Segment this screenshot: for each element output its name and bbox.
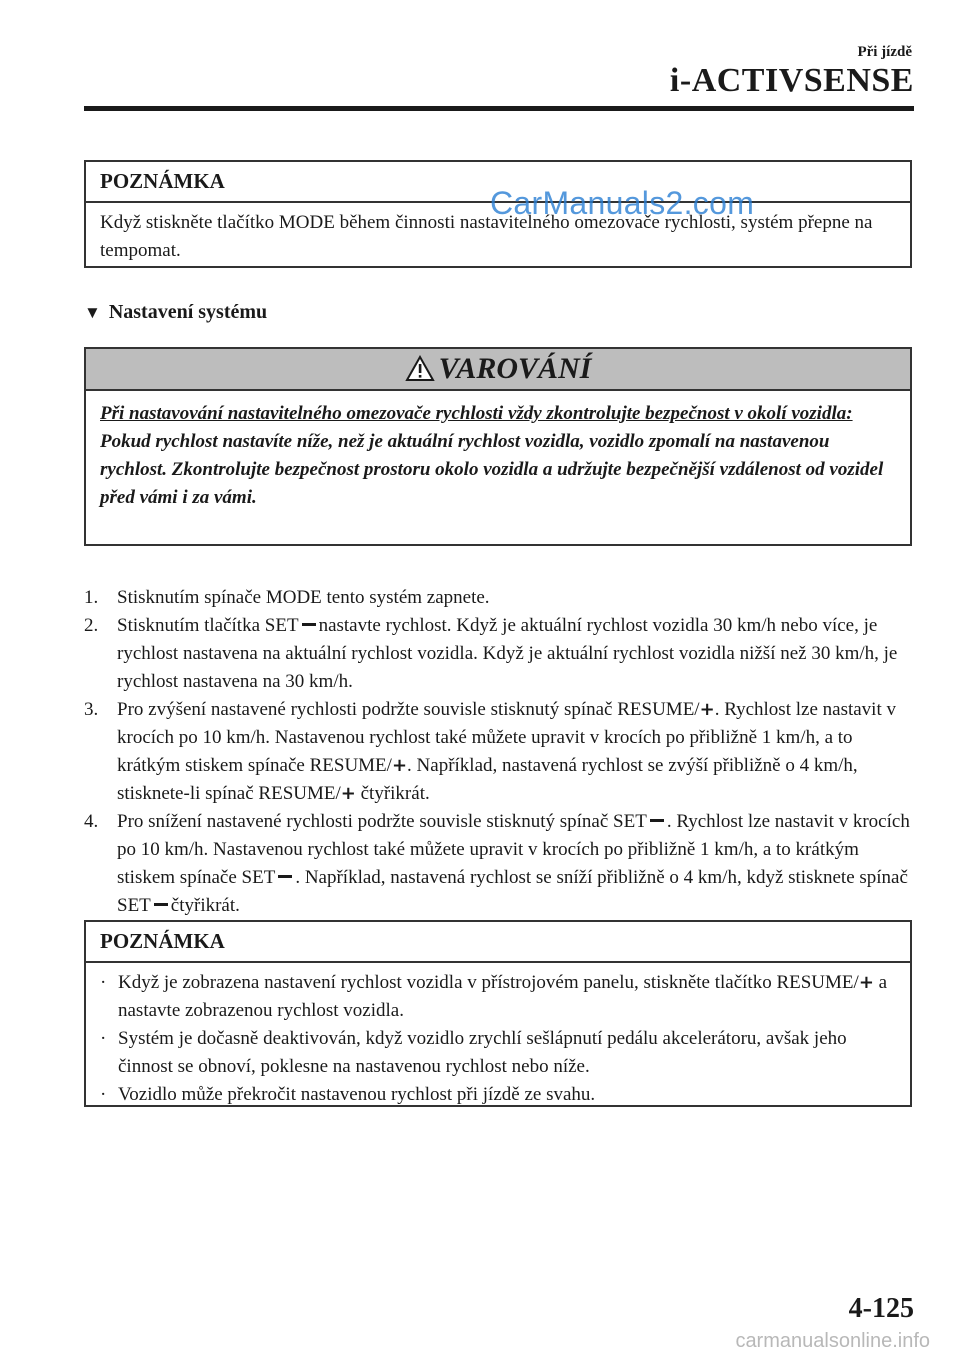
list-item: · Vozidlo může překročit nastavenou rychlost při jízdě ze svahu. bbox=[100, 1081, 896, 1109]
watermark: CarManuals2.com bbox=[490, 185, 755, 221]
step-number: 2. bbox=[84, 615, 99, 636]
list-item: · Když je zobrazena nastavení rychlost vozidla v přístrojovém panelu, stiskněte tlačítko RESUME/+ a nastavte zobrazenou rychlost vozidla. bbox=[100, 969, 896, 1025]
step-item: 2. Stisknutím tlačítka SET nastavte rychlost. Když je aktuální rychlost vozidla 30 km/h nebo více, je rychlost nastavena na aktuální rychlost vozidla. Když je aktuální rychlost vozidla nižší než 30 km/h, je rychlost nastavena na 30 km/h. bbox=[84, 612, 914, 696]
minus-icon bbox=[278, 875, 292, 878]
steps-list bbox=[84, 584, 914, 920]
triangle-down-icon: ▼ bbox=[84, 303, 101, 322]
section-heading-text: Nastavení systému bbox=[108, 301, 268, 323]
plus-icon: + bbox=[391, 755, 408, 776]
step-item: 3. Pro zvýšení nastavené rychlosti podržte souvisle stisknutý spínač RESUME/+. Rychlost lze nastavit v krocích po 10 km/h. Nastavenou rychlost také můžete upravit v krocích po přibližně 1 km/h, a to krátkým stiskem spínače RESUME/+. Například, nastavená rychlost se zvýší přibližně o 4 km/h, stisknete-li spínač RESUME/+ čtyřikrát. bbox=[84, 696, 914, 808]
step-item: 4. Pro snížení nastavené rychlosti podržte souvisle stisknutý spínač SET . Rychlost lze nastavit v krocích po 10 km/h. Nastavenou rychlost také můžete upravit v krocích po přibližně 1 km/h, a to krátkým stiskem spínače SET . Například, nastavená rychlost se sníží přibližně o 4 km/h, když stisknete spínač SET čtyřikrát. bbox=[84, 808, 914, 920]
warning-title: VAROVÁNÍ bbox=[438, 352, 592, 385]
note-title: POZNÁMKA bbox=[86, 922, 910, 963]
bullet-icon: · bbox=[100, 1028, 107, 1049]
warning-body bbox=[86, 391, 910, 521]
minus-icon bbox=[650, 819, 664, 822]
minus-icon bbox=[302, 623, 316, 626]
section-title: Při jízdě bbox=[857, 44, 912, 60]
warning-triangle-icon bbox=[405, 355, 435, 382]
note-box-tips bbox=[84, 920, 912, 1107]
plus-icon: + bbox=[340, 783, 356, 804]
step-text: Stisknutím spínače MODE tento systém zapnete. bbox=[117, 587, 490, 608]
chapter-title: i-ACTIVSENSE bbox=[669, 62, 914, 99]
note-title: POZNÁMKA bbox=[86, 162, 910, 203]
step-item bbox=[84, 584, 914, 612]
section-heading bbox=[84, 301, 267, 324]
list-item: · Systém je dočasně deaktivován, když vozidlo zrychlí sešlápnutí pedálu akcelerátoru, avšak jeho činnost se obnoví, poklesne na nastavenou rychlost nebo níže. bbox=[100, 1025, 896, 1081]
step-number: 4. bbox=[84, 811, 99, 832]
page-number: 4-125 bbox=[848, 1293, 914, 1324]
footer-watermark: carmanualsonline.info bbox=[735, 1330, 930, 1352]
step-number: 1. bbox=[84, 587, 99, 608]
warning-header bbox=[86, 349, 910, 391]
bullet-icon: · bbox=[100, 1084, 107, 1105]
note-text: Když stiskněte tlačítko MODE během činnosti nastavitelného omezovače rychlosti, systém přepne na tempomat. bbox=[100, 212, 873, 261]
warning-box bbox=[84, 347, 912, 546]
minus-icon bbox=[154, 903, 168, 906]
step-number: 3. bbox=[84, 699, 99, 720]
plus-icon: + bbox=[699, 699, 715, 720]
plus-icon: + bbox=[858, 972, 874, 993]
note-list bbox=[86, 963, 910, 1115]
warning-text: Pokud rychlost nastavíte níže, než je aktuální rychlost vozidla, vozidlo zpomalí na nastavenou rychlost. Zkontrolujte bezpečnost prostoru okolo vozidla a udržujte bezpečnější vzdálenost od vozidel před vámi i za vámi. bbox=[100, 431, 884, 508]
bullet-icon: · bbox=[100, 972, 107, 993]
warning-underlined-text: Při nastavování nastavitelného omezovače rychlosti vždy zkontrolujte bezpečnost v okolí vozidla: bbox=[100, 403, 853, 424]
header-divider bbox=[84, 106, 914, 111]
